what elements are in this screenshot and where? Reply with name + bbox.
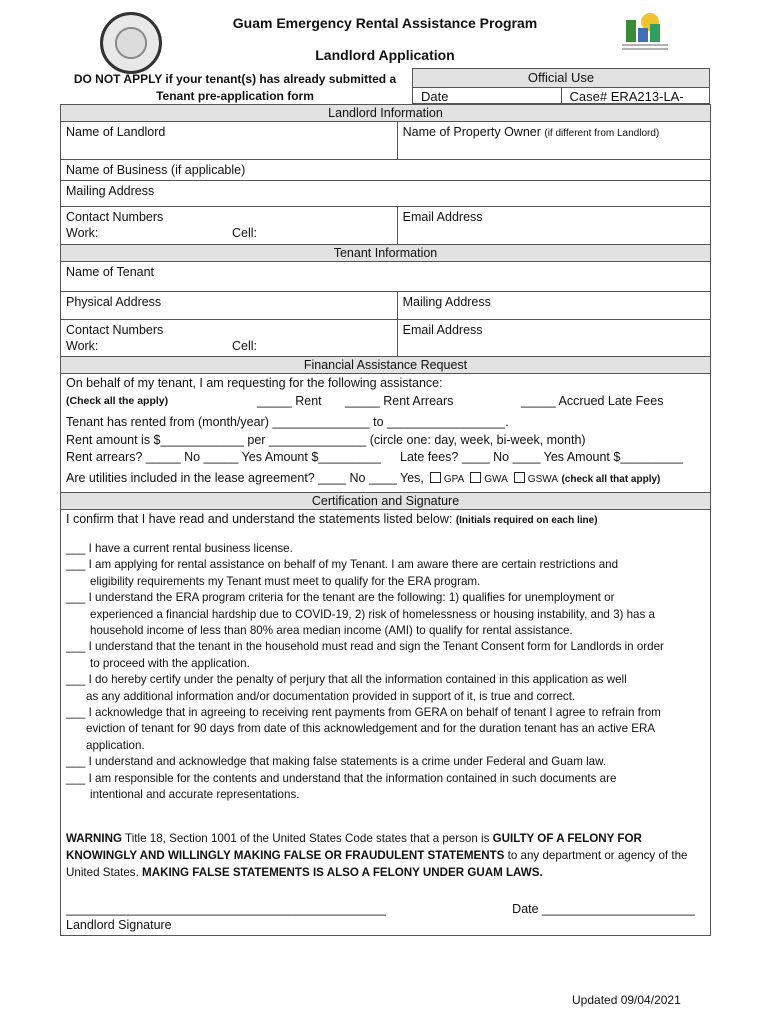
updated-date: Updated 09/04/2021 [572,993,681,1007]
certification-statements: ___ I have a current rental business license. ___ I am applying for rental assistance on behalf of my Tenant. I am aware there are certain restrictions and eligibility requirements my Tenant must meet to qualify for the ERA program. ___ I understand the ERA program criteria for the tenant are the following: 1) qualifies for unemployment or experienced a financial hardship due to COVID-19, 2) risk of homelessness or housing instability, and 3) has a household income of less than 80% area median income (AMI) to qualify for rental assistance. ___ I understand that the tenant in the household must read and sign the Tenant Consent form for Landlords in order to proceed with the application. ___ I do hereby certify under the penalty of perjury that all the information contained in this application as well as any additional information and/or documentation provided in support of it, is true and correct. ___ I acknowledge that in agreeing to receiving rent payments from GERA on behalf of tenant I agree to refrain from eviction of tenant for 90 days from date of this acknowledgement and for the duration tenant has an active ERA application. ___ I understand and acknowledge that making false statements is a crime under Federal and Guam law. ___ I am responsible for the contents and understand that the information contained in such documents are intentional and accurate representations. [66,541,705,804]
official-use-title: Official Use [413,69,709,88]
statement-4[interactable]: ___ I understand that the tenant in the household must read and sign the Tenant Consent form for Landlords in order [66,640,664,654]
business-name-field[interactable]: Name of Business (if applicable) [61,160,711,181]
financial-request-block [61,374,711,493]
signature-row [66,901,705,917]
tenant-contact-numbers-field[interactable]: Contact Numbers Work: Cell: [61,320,398,357]
late-fees-field[interactable]: Late fees? ____ No ____ Yes Amount $_________ [400,450,683,464]
statement-3[interactable]: ___ I understand the ERA program criteria for the tenant are the following: 1) qualifies for unemployment or [66,591,615,605]
statement-1[interactable]: ___ I have a current rental business license. [66,542,293,555]
property-owner-field[interactable]: Name of Property Owner (if different from Landlord) [397,122,710,160]
rented-period-line[interactable]: Tenant has rented from (month/year) ______________ to _________________. [66,415,509,429]
gswa-checkbox[interactable] [514,472,525,483]
statement-2[interactable]: ___ I am applying for rental assistance on behalf of my Tenant. I am aware there are certain restrictions and [66,558,619,572]
arrears-line [66,449,705,467]
landlord-signature-label: Landlord Signature [66,917,172,932]
tenant-physical-address-field[interactable]: Physical Address [61,292,398,320]
assistance-options: (Check all the apply) _____ Rent _____ Rent Arrears _____ Accrued Late Fees [66,393,705,411]
gwa-checkbox[interactable] [470,472,481,483]
landlord-section-title: Landlord Information [61,105,711,122]
statement-7[interactable]: ___ I understand and acknowledge that making false statements is a crime under Federal and Guam law. [66,755,607,769]
landlord-email-field[interactable]: Email Address [397,207,710,245]
landlord-contact-numbers-field[interactable]: Contact Numbers Work: Cell: [61,207,398,245]
official-case-field[interactable]: Case# ERA213-LA- [569,89,684,104]
application-form [60,104,711,936]
official-use-box [412,68,710,104]
rent-amount-line[interactable]: Rent amount is $____________ per ______________ (circle one: day, week, bi-week, month) [66,432,586,447]
tenant-section-title: Tenant Information [61,245,711,262]
program-title: Guam Emergency Rental Assistance Program [232,15,538,31]
official-date-field[interactable]: Date [413,88,562,104]
certification-section-title: Certification and Signature [61,493,711,510]
tenant-mailing-address-field[interactable]: Mailing Address [397,292,710,320]
utilities-line: Are utilities included in the lease agreement? ____ No ____ Yes, GPA GWA GSWA (check all that apply) [66,470,661,485]
tenant-name-field[interactable]: Name of Tenant [61,262,711,292]
landlord-mailing-address-field[interactable]: Mailing Address [61,181,711,207]
landlord-name-field[interactable]: Name of Landlord [61,122,398,160]
rent-arrears-field[interactable]: Rent arrears? _____ No _____ Yes Amount $_________ [66,450,381,464]
tenant-email-field[interactable]: Email Address [397,320,710,357]
form-title: Landlord Application [315,47,455,63]
gpa-checkbox[interactable] [430,472,441,483]
option-rent[interactable]: _____ Rent [257,393,322,408]
statement-5[interactable]: ___ I do hereby certify under the penalty of perjury that all the information contained in this application as well [66,673,627,687]
financial-section-title: Financial Assistance Request [61,357,711,374]
option-rent-arrears[interactable]: _____ Rent Arrears [345,393,454,408]
do-not-apply-warning: DO NOT APPLY if your tenant(s) has already submitted a Tenant pre-application form [73,72,397,103]
option-late-fees[interactable]: _____ Accrued Late Fees [521,393,664,408]
felony-warning: WARNING Title 18, Section 1001 of the United States Code states that a person is GUILTY OF A FELONY FOR KNOWINGLY AND WILLINGLY MAKING FALSE OR FRAUDULENT STATEMENTS to any department or agency of the United States. MAKING FALSE STATEMENTS IS ALSO A FELONY UNDER GUAM LAWS. [66,831,688,879]
landlord-signature-line[interactable]: ______________________________________________ [66,901,386,916]
statement-6[interactable]: ___ I acknowledge that in agreeing to receiving rent payments from GERA on behalf of tenant I agree to refrain from [66,706,661,720]
statement-8[interactable]: ___ I am responsible for the contents and understand that the information contained in such documents are [66,771,617,785]
certification-intro: I confirm that I have read and understand the statements listed below: (Initials required on each line) [66,512,598,526]
financial-intro: On behalf of my tenant, I am requesting for the following assistance: [66,376,443,390]
certification-block [61,510,711,936]
signature-date-field[interactable]: Date ______________________ [512,901,695,916]
